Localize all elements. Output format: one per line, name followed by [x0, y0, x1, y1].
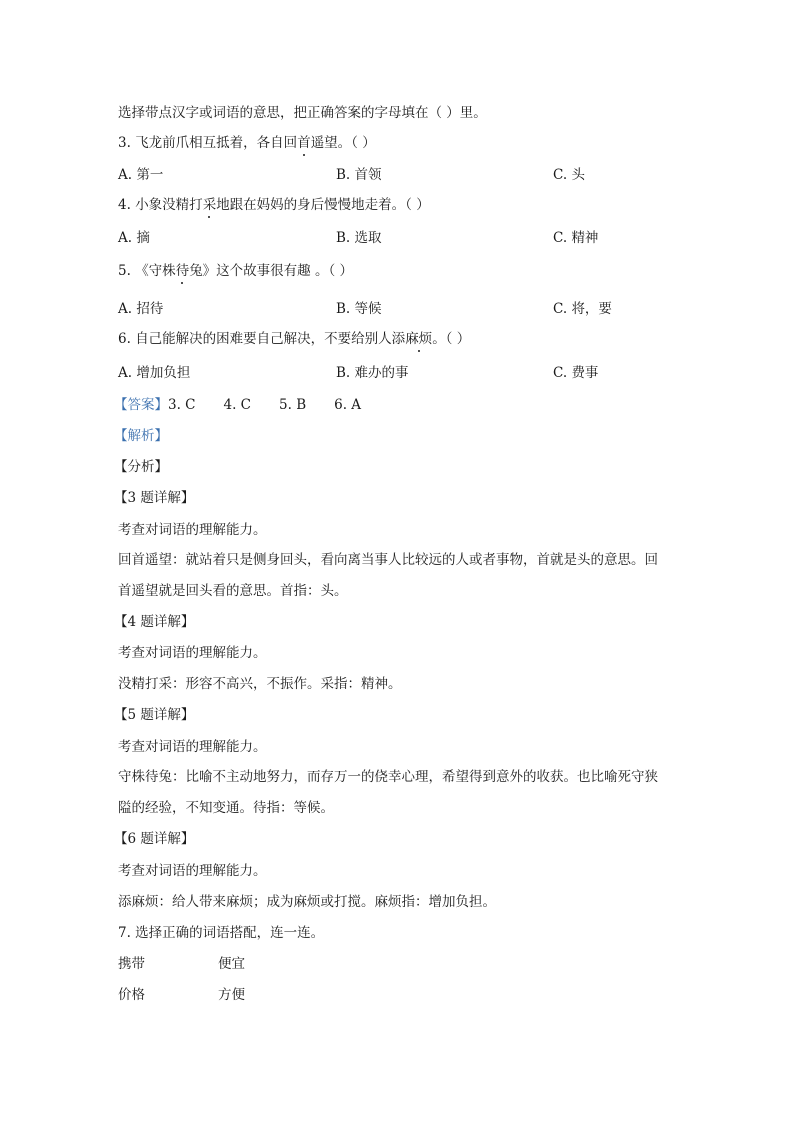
question-4	[118, 196, 430, 214]
detail-title: 【5 题详解】	[114, 707, 195, 723]
option-b: B. 难办的事	[336, 365, 409, 381]
question-7-title: 7. 选择正确的词语搭配，连一连。	[118, 925, 325, 941]
option-a: A. 摘	[118, 230, 150, 246]
answer-item: 5. B	[279, 397, 307, 413]
dotted-word: 待	[175, 263, 190, 279]
question-text-pre: 《守株	[135, 263, 176, 279]
question-number: 3.	[118, 135, 131, 151]
question-text-post: 。（ ）	[432, 331, 471, 347]
question-text-pre: 小象没精打	[135, 197, 203, 213]
dotted-word: 麻烦	[405, 331, 433, 347]
question-number: 6.	[118, 331, 131, 347]
detail-title: 【4 题详解】	[114, 614, 195, 630]
question-text-pre: 飞龙前爪相互抵着，各自回	[135, 135, 298, 151]
answer-line	[114, 396, 361, 414]
detail-line: 首遥望就是回头看的意思。首指：头。	[118, 583, 348, 599]
detail-title: 【6 题详解】	[114, 831, 195, 847]
question-text-pre: 自己能解决的困难要自己解决，不要给别人添	[135, 331, 406, 347]
detail-line: 没精打采：形容不高兴，不振作。采指：精神。	[118, 676, 402, 692]
question-3	[118, 134, 376, 152]
answer-item: 4. C	[223, 397, 252, 413]
answer-label: 【答案】	[114, 397, 168, 413]
detail-line: 添麻烦：给人带来麻烦；成为麻烦或打搅。麻烦指：增加负担。	[118, 894, 496, 910]
detail-line: 隘的经验，不知变通。待指：等候。	[118, 800, 334, 816]
detail-line: 考查对词语的理解能力。	[118, 645, 267, 661]
detail-line: 回首遥望：就站着只是侧身回头，看向离当事人比较远的人或者事物，首就是头的意思。回	[118, 552, 658, 568]
option-b: B. 等候	[336, 301, 382, 317]
detail-line: 考查对词语的理解能力。	[118, 739, 267, 755]
detail-line: 守株待兔：比喻不主动地努力，而存万一的侥幸心理，希望得到意外的收获。也比喻死守狭	[118, 769, 658, 785]
dotted-word: 采	[202, 197, 217, 213]
option-a: A. 增加负担	[118, 365, 191, 381]
detail-title: 【3 题详解】	[114, 490, 195, 506]
analysis-label: 【解析】	[114, 428, 168, 444]
option-c: C. 精神	[553, 230, 599, 246]
question-number: 5.	[118, 263, 131, 279]
option-c: C. 将，要	[553, 301, 612, 317]
option-a: A. 第一	[118, 167, 164, 183]
question-text-post: 地跟在妈妈的身后慢慢地走着。（ ）	[216, 197, 430, 213]
question-5	[118, 262, 353, 280]
match-left: 携带	[118, 956, 145, 972]
answer-item: 3. C	[168, 397, 196, 413]
question-text-post: 兔》这个故事很有趣 。（ ）	[189, 263, 354, 279]
option-b: B. 首领	[336, 167, 382, 183]
question-number: 4.	[118, 197, 131, 213]
option-b: B. 选取	[336, 230, 382, 246]
match-left: 价格	[118, 987, 145, 1003]
detail-line: 考查对词语的理解能力。	[118, 863, 267, 879]
instruction-text: 选择带点汉字或词语的意思，把正确答案的字母填在（ ）里。	[118, 105, 487, 121]
option-a: A. 招待	[118, 301, 164, 317]
option-c: C. 头	[553, 167, 585, 183]
question-6	[118, 330, 470, 348]
match-right: 便宜	[218, 956, 245, 972]
match-right: 方便	[218, 987, 245, 1003]
dotted-word: 首	[297, 135, 311, 151]
option-c: C. 费事	[553, 365, 599, 381]
answer-item: 6. A	[334, 397, 362, 413]
detail-line: 考查对词语的理解能力。	[118, 522, 267, 538]
question-text-post: 遥望。（ ）	[310, 135, 376, 151]
fenxi-label: 【分析】	[114, 459, 168, 475]
